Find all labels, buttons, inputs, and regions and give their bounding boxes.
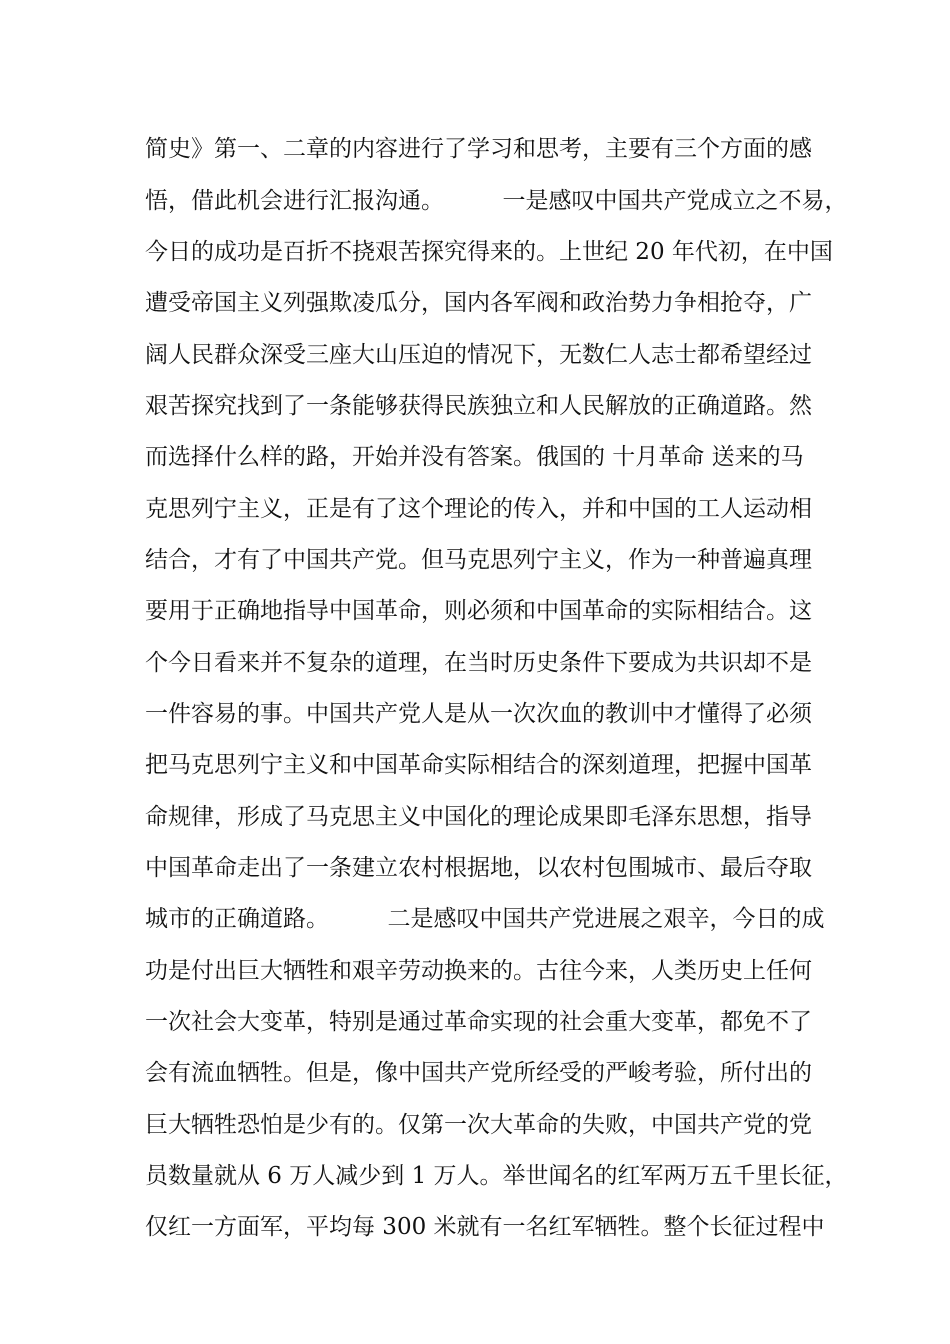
text-line: 要用于正确地指导中国革命，则必须和中国革命的实际相结合。这 [145,598,812,624]
text-line: 一件容易的事。中国共产党人是从一次次血的教训中才懂得了必须 [145,701,812,727]
text-line: 艰苦探究找到了一条能够获得民族独立和人民解放的正确道路。然 [145,393,812,419]
text-line: 一次社会大变革，特别是通过革命实现的社会重大变革，都免不了 [145,1009,812,1035]
text-line: 克思列宁主义，正是有了这个理论的传入，并和中国的工人运动相 [145,496,812,522]
text-line: 今日的成功是百折不挠艰苦探究得来的。上世纪 20 年代初，在中国 [145,239,833,265]
text-line: 中国革命走出了一条建立农村根据地，以农村包围城市、最后夺取 [145,855,812,881]
text-line: 功是付出巨大牺牲和艰辛劳动换来的。古往今来，人类历史上任何 [145,958,812,984]
text-line: 遭受帝国主义列强欺凌瓜分，国内各军阀和政治势力争相抢夺，广 [145,290,812,316]
text-line: 阔人民群众深受三座大山压迫的情况下，无数仁人志士都希望经过 [145,342,812,368]
text-line: 巨大牺牲恐怕是少有的。仅第一次大革命的失败，中国共产党的党 [145,1112,812,1138]
text-line: 简史》第一、二章的内容进行了学习和思考，主要有三个方面的感 [145,136,812,162]
text-line: 悟，借此机会进行汇报沟通。 一是感叹中国共产党成立之不易， [145,188,848,214]
text-line: 结合，才有了中国共产党。但马克思列宁主义，作为一种普遍真理 [145,547,812,573]
text-line: 会有流血牺牲。但是，像中国共产党所经受的严峻考验，所付出的 [145,1060,812,1086]
text-line: 员数量就从 6 万人减少到 1 万人。举世闻名的红军两万五千里长征， [145,1163,848,1189]
text-line: 把马克思列宁主义和中国革命实际相结合的深刻道理，把握中国革 [145,752,812,778]
text-line: 仅红一方面军，平均每 300 米就有一名红军牺牲。整个长征过程中 [145,1214,825,1240]
text-line: 而选择什么样的路，开始并没有答案。俄国的 十月革命 送来的马 [145,444,804,470]
text-line: 城市的正确道路。 二是感叹中国共产党进展之艰辛，今日的成 [145,906,825,932]
text-line: 个今日看来并不复杂的道理，在当时历史条件下要成为共识却不是 [145,650,812,676]
text-line: 命规律，形成了马克思主义中国化的理论成果即毛泽东思想，指导 [145,804,812,830]
